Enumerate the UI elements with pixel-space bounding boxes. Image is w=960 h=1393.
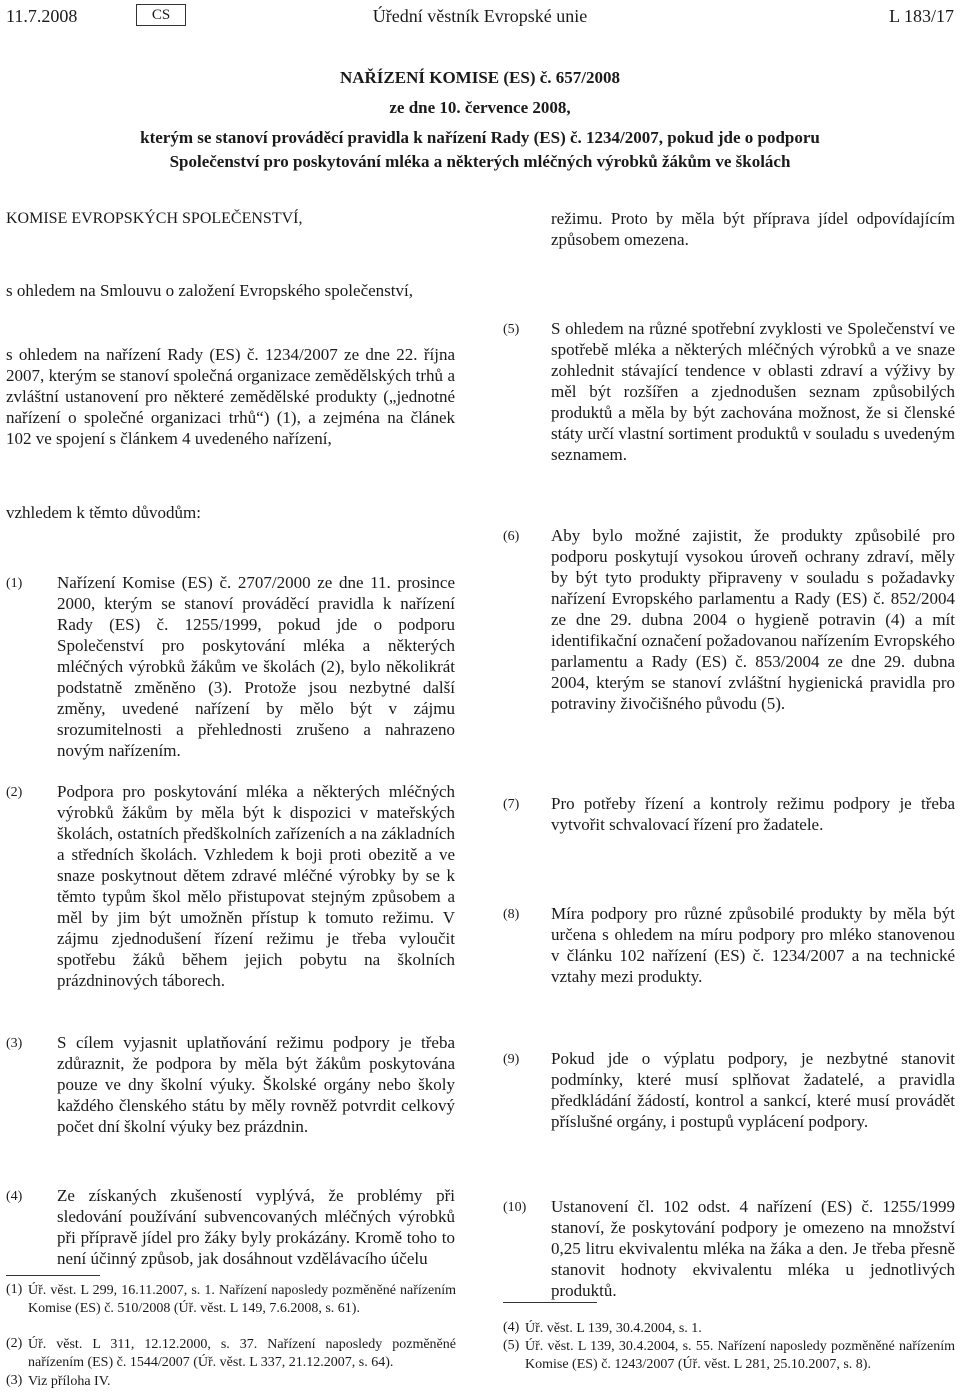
recital-text: Ze získaných zkušeností vyplývá, že problémy při sledování používání subvencovaných mléčných výrobků při přípravě jídel pro žáky byly prokázány. Kromě toho to není účinný způsob, jak dosáhnout vzdělávacího účelu — [57, 1186, 455, 1268]
recital-text: Míra podpory pro různé způsobilé produkty by měla být určena s ohledem na míru podpory pro mléko stanovenou v článku 102 nařízení (ES) č. 1234/2007 a na technické vztahy mezi produkty. — [551, 904, 955, 986]
recital-number: (6) — [503, 529, 520, 544]
having-regard-regulation-text: s ohledem na nařízení Rady (ES) č. 1234/2007 ze dne 22. října 2007, kterým se stanoví společná organizace zemědělských trhů a zvláštní ustanovení pro některé zemědělské produkty („jednotné nařízení o společné organizaci trhů“) (1), a zejména na článek 102 ve spojení s článkem 4 uvedeného nařízení, — [6, 345, 455, 448]
footnote-number: (3) — [6, 1373, 23, 1388]
recital-text: Pokud jde o výplatu podpory, je nezbytné stanovit podmínky, které musí splňovat žadatelé, a pravidla předkládání žádostí, kontrol a sankcí, které musí provádět příslušné orgány, i postupů vyplácení podpory. — [551, 1049, 955, 1131]
recital-continuation: režimu. Proto by měla být příprava jídel odpovídajícím způsobem omezena. — [551, 209, 955, 249]
recital-text: Pro potřeby řízení a kontroly režimu podpory je třeba vytvořit schvalovací řízení pro žadatele. — [551, 794, 955, 834]
recital-text: Aby bylo možné zajistit, že produkty způsobilé pro podporu poskytují vysokou úroveň ochrany zdraví, měly by být tyto produkty připraveny v souladu s požadavky nařízení Evropského parlamentu a Rady (ES) č. 852/2004 ze dne 29. dubna 2004 o hygieně potravin (4) a mít identifikační označení požadovanou nařízením Evropského parlamentu a Rady (ES) č. 853/2004 ze dne 29. dubna 2004, kterým se stanoví zvláštní hygienická pravidla pro potraviny živočišného původu (5). — [551, 526, 955, 713]
header-date: 11.7.2008 — [6, 6, 78, 26]
footnote-text: Úř. věst. L 311, 12.12.2000, s. 37. Nařízení naposledy pozměněné nařízením (ES) č. 1544/2007 (Úř. věst. L 337, 21.12.2007, s. 64). — [28, 1337, 456, 1370]
recital-number: (1) — [6, 576, 23, 591]
having-regard-regulation — [6, 344, 455, 449]
commission-heading: KOMISE EVROPSKÝCH SPOLEČENSTVÍ, — [6, 210, 303, 227]
recital-text: Ustanovení čl. 102 odst. 4 nařízení (ES) č. 1255/1999 stanoví, že poskytování podpory je omezeno na množství 0,25 litru ekvivalentu mléka na žáka a den. Je třeba přesně stanovit hodnoty ekvivalentu mléka u jednotlivých produktů. — [551, 1197, 955, 1300]
page-number: L 183/17 — [889, 6, 954, 26]
recital-number: (8) — [503, 907, 520, 922]
recital-number: (7) — [503, 797, 520, 812]
journal-name: Úřední věstník Evropské unie — [372, 6, 588, 26]
regulation-subject-line2: Společenství pro poskytování mléka a některých mléčných výrobků žákům ve školách — [169, 152, 791, 171]
regulation-title: NAŘÍZENÍ KOMISE (ES) č. 657/2008 — [339, 68, 621, 87]
regulation-subject-line1: kterým se stanoví prováděcí pravidla k nařízení Rady (ES) č. 1234/2007, pokud jde o podporu — [140, 128, 820, 147]
whereas-heading: vzhledem k těmto důvodům: — [6, 503, 201, 522]
footnote-number: (5) — [503, 1338, 520, 1353]
footnote-text: Úř. věst. L 139, 30.4.2004, s. 1. — [525, 1321, 702, 1336]
recital-number: (10) — [503, 1200, 527, 1215]
footnote-divider — [503, 1302, 597, 1303]
footnote-text: Viz příloha IV. — [28, 1374, 111, 1389]
recital-number: (9) — [503, 1052, 520, 1067]
regulation-date: ze dne 10. července 2008, — [389, 98, 571, 117]
recital-number: (2) — [6, 785, 23, 800]
footnote-number: (1) — [6, 1282, 23, 1297]
footnote-divider — [6, 1275, 100, 1276]
recital-text: S ohledem na různé spotřební zvyklosti ve Společenství ve spotřebě mléka a některých mléčných výrobků a ve snaze zohlednit stávající tendence v oblasti zdraví a výživy by měl být rozšířen a zjednodušen seznam způsobilých produktů a měla by být zachována možnost, že si členské státy určí vlastní sortiment produktů v souladu s uvedeným seznamem. — [551, 319, 955, 464]
recital-text: Podpora pro poskytování mléka a některých mléčných výrobků žákům by měla být k dispozici v mateřských školách, ostatních předškolních zařízeních a na základních a středních školách. Vzhledem k boji proti obezitě a ve snaze poskytnout dětem zdravé mléčné výrobky by se k těmto typům škol mělo přistupovat stejným způsobem a měl by jim být umožněn přístup k tomuto režimu. V zájmu zjednodušení řízení režimu je třeba vyloučit spotřebu žáků během jejich pobytu na školních prázdninových táborech. — [57, 782, 455, 990]
footnote-text: Úř. věst. L 139, 30.4.2004, s. 55. Nařízení naposledy pozměněné nařízením Komise (ES) č. 1243/2007 (Úř. věst. L 281, 25.10.2007, s. 8). — [525, 1339, 955, 1372]
language-badge: CS — [136, 4, 186, 26]
footnote-number: (2) — [6, 1336, 23, 1351]
recital-number: (5) — [503, 322, 520, 337]
recital-number: (4) — [6, 1189, 23, 1204]
footnote-number: (4) — [503, 1320, 520, 1335]
recital-text: S cílem vyjasnit uplatňování režimu podpory je třeba zdůraznit, že podpora by měla být žákům poskytována pouze ve dny školní výuky. Školské orgány nebo školy každého členského státu by měly rovněž potvrdit celkový počet dní školní výuky bez prázdnin. — [57, 1033, 455, 1136]
having-regard-treaty: s ohledem na Smlouvu o založení Evropského společenství, — [6, 281, 413, 300]
recital-number: (3) — [6, 1036, 23, 1051]
recital-text: Nařízení Komise (ES) č. 2707/2000 ze dne 11. prosince 2000, kterým se stanoví prováděcí pravidla k nařízení Rady (ES) č. 1255/1999, pokud jde o podporu Společenství pro poskytování mléka a některých mléčných výrobků žákům ve školách (2), bylo několikrát podstatně změněno (3). Protože jsou nezbytné další změny, uvedené nařízení by mělo být v zájmu srozumitelnosti a přehlednosti zrušeno a nahrazeno novým nařízením. — [57, 573, 455, 760]
footnote-text: Úř. věst. L 299, 16.11.2007, s. 1. Nařízení naposledy pozměněné nařízením Komise (ES) č. 510/2008 (Úř. věst. L 149, 7.6.2008, s. 61). — [28, 1283, 456, 1316]
